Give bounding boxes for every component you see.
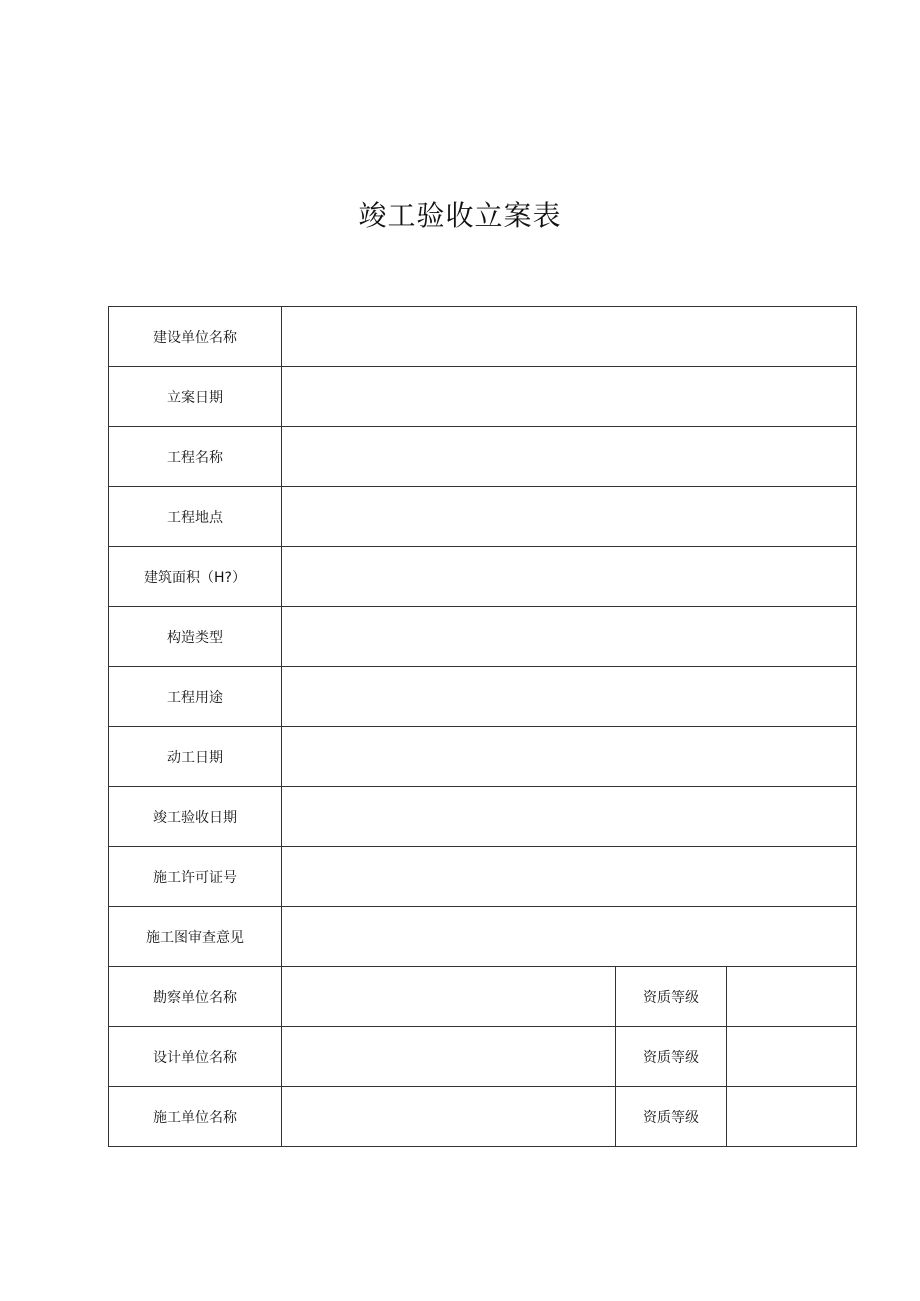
drawing-review-opinion-value[interactable] <box>282 907 857 967</box>
document-title: 竣工验收立案表 <box>358 199 562 232</box>
construction-permit-number-value[interactable] <box>282 847 857 907</box>
design-unit-value[interactable] <box>282 1027 616 1087</box>
survey-unit-grade-label: 资质等级 <box>616 967 727 1027</box>
project-use-value[interactable] <box>282 667 857 727</box>
survey-unit-value[interactable] <box>282 967 616 1027</box>
start-date-value[interactable] <box>282 727 857 787</box>
project-location-label: 工程地点 <box>109 487 282 547</box>
construction-permit-number-label: 施工许可证号 <box>109 847 282 907</box>
construction-contractor-grade-value[interactable] <box>727 1087 857 1147</box>
table-row <box>109 787 857 847</box>
building-area-label: 建筑面积（H?） <box>109 547 282 607</box>
project-name-value[interactable] <box>282 427 857 487</box>
table-row <box>109 667 857 727</box>
construction-contractor-grade-label: 资质等级 <box>616 1087 727 1147</box>
survey-unit-grade-value[interactable] <box>727 967 857 1027</box>
table-row <box>109 427 857 487</box>
table-row <box>109 727 857 787</box>
construction-contractor-label: 施工单位名称 <box>109 1087 282 1147</box>
filing-date-value[interactable] <box>282 367 857 427</box>
table-row <box>109 907 857 967</box>
structure-type-label: 构造类型 <box>109 607 282 667</box>
table-row <box>109 967 857 1027</box>
record-form-table <box>108 306 857 1147</box>
project-use-label: 工程用途 <box>109 667 282 727</box>
table-row <box>109 487 857 547</box>
drawing-review-opinion-label: 施工图审查意见 <box>109 907 282 967</box>
survey-unit-label: 勘察单位名称 <box>109 967 282 1027</box>
table-row <box>109 1027 857 1087</box>
project-location-value[interactable] <box>282 487 857 547</box>
table-row <box>109 307 857 367</box>
completion-acceptance-date-label: 竣工验收日期 <box>109 787 282 847</box>
building-area-value[interactable] <box>282 547 857 607</box>
design-unit-label: 设计单位名称 <box>109 1027 282 1087</box>
table-row <box>109 367 857 427</box>
construction-unit-value[interactable] <box>282 307 857 367</box>
structure-type-value[interactable] <box>282 607 857 667</box>
project-name-label: 工程名称 <box>109 427 282 487</box>
construction-unit-label: 建设单位名称 <box>109 307 282 367</box>
table-row <box>109 607 857 667</box>
filing-date-label: 立案日期 <box>109 367 282 427</box>
completion-acceptance-date-value[interactable] <box>282 787 857 847</box>
table-row <box>109 547 857 607</box>
table-row <box>109 847 857 907</box>
start-date-label: 动工日期 <box>109 727 282 787</box>
table-row <box>109 1087 857 1147</box>
design-unit-grade-value[interactable] <box>727 1027 857 1087</box>
construction-contractor-value[interactable] <box>282 1087 616 1147</box>
design-unit-grade-label: 资质等级 <box>616 1027 727 1087</box>
